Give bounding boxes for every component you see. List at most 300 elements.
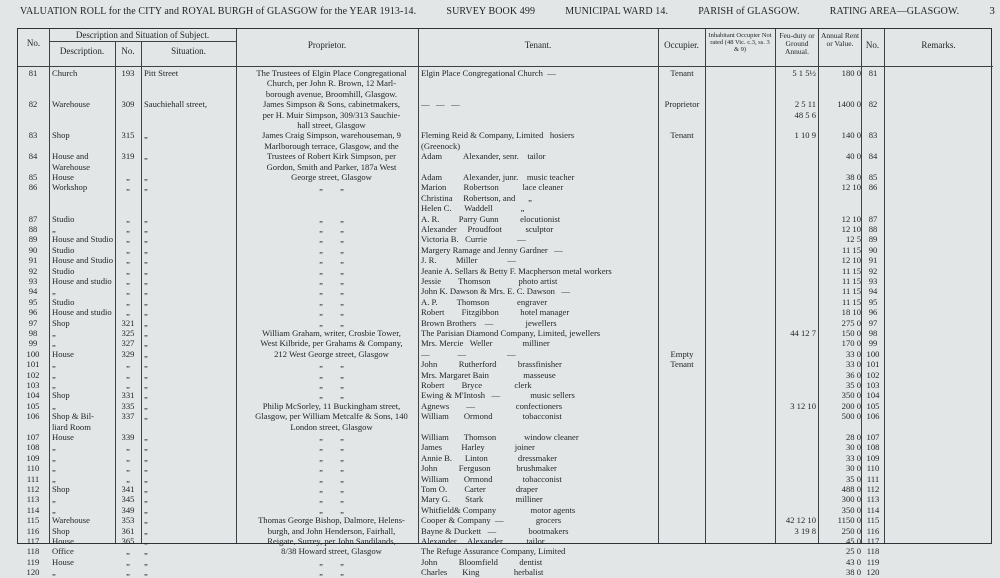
street-number-cell: 325 <box>121 328 135 338</box>
table-row <box>18 130 993 141</box>
proprietor-cell: „ „ <box>319 504 344 515</box>
situation-cell: „ <box>144 473 148 484</box>
street-number-cell: 361 <box>121 525 135 536</box>
description-cell: Studio <box>52 296 75 307</box>
entry-number-cell: 106 <box>26 411 40 422</box>
street-number-cell: 309 <box>121 99 135 110</box>
entry-number-right-cell: 102 <box>866 369 880 380</box>
situation-cell: „ <box>144 411 148 422</box>
street-number-cell: 331 <box>121 390 135 401</box>
table-row <box>18 297 993 308</box>
valuation-table <box>17 28 992 578</box>
table-row <box>18 536 993 547</box>
tenant-cell: The Parisian Diamond Company, Limited, jewellers <box>421 328 601 338</box>
street-number-cell: 349 <box>121 504 135 515</box>
annual-rent-cell: 36 0 <box>845 369 861 380</box>
street-number-cell: „ <box>126 286 130 297</box>
annual-rent-cell: 35 0 <box>845 380 861 390</box>
situation-cell: „ <box>144 359 148 370</box>
entry-number-right-cell: 93 <box>868 276 878 286</box>
description-cell: House <box>52 536 74 546</box>
situation-cell: „ <box>144 432 148 442</box>
tenant-cell: Alexander Proudfoot sculptor <box>421 224 554 234</box>
proprietor-cell: „ „ <box>319 390 344 401</box>
entry-number-right-cell: 114 <box>866 504 880 515</box>
street-number-cell: 321 <box>121 317 135 328</box>
feu-duty-cell: 42 12 10 <box>785 515 816 526</box>
table-row <box>18 151 993 162</box>
proprietor-cell: Glasgow, per William Metcalfe & Sons, 140 <box>255 411 408 422</box>
situation-cell: „ <box>144 317 148 328</box>
street-number-cell: „ <box>126 265 130 276</box>
entry-number-cell: 83 <box>28 130 38 141</box>
description-cell: House and studio <box>52 276 112 286</box>
tenant-cell: Mrs. Margaret Bain masseuse <box>421 369 556 380</box>
table-row <box>18 234 993 245</box>
proprietor-cell: „ „ <box>319 484 344 494</box>
table-row <box>18 442 993 453</box>
table-row <box>18 89 993 100</box>
street-number-cell: „ <box>126 213 130 224</box>
situation-cell: „ <box>144 567 148 578</box>
entry-number-cell: 96 <box>28 307 38 318</box>
table-row <box>18 484 993 495</box>
entry-number-right-cell: 107 <box>866 432 880 442</box>
table-row <box>18 193 993 204</box>
table-row <box>18 162 993 173</box>
proprietor-cell: „ „ <box>319 265 344 276</box>
entry-number-right-cell: 120 <box>866 567 880 578</box>
situation-cell: „ <box>144 515 148 526</box>
description-cell: „ <box>52 359 56 370</box>
proprietor-cell: „ „ <box>319 213 344 224</box>
proprietor-cell: „ „ <box>319 234 344 245</box>
tenant-cell: The Refuge Assurance Company, Limited <box>421 546 566 557</box>
tenant-cell: William Ormond tobacconist <box>421 411 562 422</box>
situation-cell: „ <box>144 234 148 245</box>
street-number-cell: 353 <box>121 515 135 526</box>
entry-number-cell: 114 <box>26 504 40 515</box>
entry-number-cell: 90 <box>28 244 38 255</box>
situation-cell: „ <box>144 265 148 276</box>
situation-cell: „ <box>144 182 148 193</box>
table-row <box>18 224 993 235</box>
entry-number-cell: 93 <box>28 276 38 286</box>
table-row <box>18 380 993 391</box>
description-cell: Shop <box>52 484 70 494</box>
situation-cell: „ <box>144 255 148 266</box>
proprietor-cell: „ „ <box>319 317 344 328</box>
entry-number-right-cell: 109 <box>866 452 880 463</box>
annual-rent-cell: 11 15 <box>841 265 861 276</box>
annual-rent-cell: 200 0 <box>841 400 861 411</box>
tenant-cell: J. R. Miller — <box>421 255 517 266</box>
entry-number-right-cell: 81 <box>868 68 878 78</box>
situation-cell: „ <box>144 286 148 297</box>
annual-rent-cell: 25 0 <box>845 546 861 557</box>
situation-cell: Pitt Street <box>144 68 179 78</box>
table-row <box>18 245 993 256</box>
entry-number-cell: 112 <box>26 484 40 494</box>
description-cell: House <box>52 556 74 567</box>
street-number-cell: „ <box>126 307 130 318</box>
annual-rent-cell: 12 10 <box>841 213 861 224</box>
annual-rent-cell: 30 0 <box>845 463 861 474</box>
street-number-cell: „ <box>126 463 130 474</box>
annual-rent-cell: 33 0 <box>845 452 861 463</box>
street-number-cell: „ <box>126 182 130 193</box>
description-cell: House <box>52 348 74 359</box>
tenant-cell: Adam Alexander, senr. tailor <box>421 151 546 162</box>
entry-number-right-cell: 115 <box>866 515 880 526</box>
description-cell: House and Studio <box>52 234 114 245</box>
feu-duty-cell: 44 12 7 <box>790 328 816 338</box>
entry-number-cell: 105 <box>26 400 40 411</box>
description-cell: Shop <box>52 525 70 536</box>
entry-number-cell: 97 <box>28 317 38 328</box>
col-number-heading: No. <box>121 46 135 56</box>
entry-number-cell: 108 <box>26 442 40 453</box>
table-row <box>18 99 993 110</box>
table-row <box>18 359 993 370</box>
tenant-cell: Margery Ramage and Jenny Gardner — <box>421 244 563 255</box>
description-cell: Studio <box>52 213 75 224</box>
entry-number-cell: 85 <box>28 172 38 182</box>
proprietor-cell: „ „ <box>319 286 344 297</box>
table-row <box>18 328 993 339</box>
description-cell: „ <box>52 224 56 234</box>
annual-rent-cell: 38 0 <box>845 567 861 578</box>
feu-duty-cell: 3 12 10 <box>790 400 816 411</box>
tenant-cell: Tom O. Carter draper <box>421 484 538 494</box>
survey-book: SURVEY BOOK 499 <box>446 6 536 17</box>
table-row <box>18 505 993 516</box>
entry-number-cell: 101 <box>26 359 40 370</box>
table-row <box>18 266 993 277</box>
table-row <box>18 307 993 318</box>
street-number-cell: „ <box>126 567 130 578</box>
entry-number-cell: 115 <box>26 515 40 526</box>
proprietor-cell: „ „ <box>319 442 344 453</box>
entry-number-cell: 102 <box>26 369 40 380</box>
proprietor-cell: 8/38 Howard street, Glasgow <box>281 546 382 557</box>
entry-number-cell: 103 <box>26 380 40 390</box>
entry-number-cell: 81 <box>28 68 38 78</box>
entry-number-cell: 94 <box>28 286 38 297</box>
situation-cell: „ <box>144 328 148 338</box>
entry-number-cell: 117 <box>26 536 40 546</box>
entry-number-cell: 87 <box>28 213 38 224</box>
annual-rent-cell: 140 0 <box>841 130 861 141</box>
tenant-cell: Robert Fitzgibbon hotel manager <box>421 307 570 318</box>
annual-rent-cell: 38 0 <box>845 172 861 182</box>
tenant-cell: Annie B. Linton dressmaker <box>421 452 558 463</box>
street-number-cell: 337 <box>121 411 135 422</box>
annual-rent-cell: 40 0 <box>845 151 861 162</box>
col-no2-heading: No. <box>865 40 880 50</box>
street-number-cell: 345 <box>121 494 135 505</box>
description-cell: „ <box>52 328 56 338</box>
feu-duty-cell: 2 5 11 <box>794 99 816 110</box>
situation-cell: „ <box>144 494 148 505</box>
entry-number-right-cell: 90 <box>868 244 878 255</box>
proprietor-cell: „ „ <box>319 244 344 255</box>
street-number-cell: „ <box>126 442 130 453</box>
description-cell: Studio <box>52 265 75 276</box>
entry-number-right-cell: 95 <box>868 296 878 307</box>
description-cell: Shop & Bil- <box>52 411 95 422</box>
proprietor-cell: West Kilbride, per Grahams & Company, <box>260 338 403 349</box>
roll-title: VALUATION ROLL for the CITY and ROYAL BURGH of GLASGOW for the YEAR 1913-14. <box>20 6 417 17</box>
entry-number-cell: 104 <box>26 390 40 401</box>
description-cell: „ <box>52 567 56 578</box>
proprietor-cell: „ „ <box>319 276 344 286</box>
table-row <box>18 110 993 121</box>
tenant-cell: Whitfield& Company motor agents <box>421 504 576 515</box>
street-number-cell: „ <box>126 276 130 286</box>
entry-number-right-cell: 117 <box>866 536 880 546</box>
table-row <box>18 432 993 443</box>
table-row <box>18 78 993 89</box>
entry-number-right-cell: 105 <box>866 400 880 411</box>
annual-rent-cell: 500 0 <box>841 411 861 422</box>
entry-number-cell: 113 <box>26 494 40 505</box>
description-cell: Warehouse <box>52 161 90 172</box>
col-description-heading: Description. <box>59 46 105 56</box>
description-cell: House and studio <box>52 307 112 318</box>
entry-number-cell: 88 <box>28 224 38 234</box>
table-row <box>18 349 993 360</box>
tenant-cell: (Greenock) <box>421 140 461 151</box>
tenant-cell: William Ormond tobacconist <box>421 473 562 484</box>
proprietor-cell: hall street, Glasgow <box>297 120 366 130</box>
tenant-cell: Adam Alexander, junr. music teacher <box>421 172 575 182</box>
description-cell: „ <box>52 452 56 463</box>
table-row <box>18 214 993 225</box>
col-no-heading: No. <box>26 38 41 48</box>
annual-rent-cell: 33 0 <box>845 348 861 359</box>
street-number-cell: „ <box>126 556 130 567</box>
annual-rent-cell: 18 10 <box>841 307 861 318</box>
description-cell: Shop <box>52 317 70 328</box>
proprietor-cell: „ „ <box>319 473 344 484</box>
table-row <box>18 276 993 287</box>
situation-cell: „ <box>144 296 148 307</box>
entry-number-cell: 110 <box>26 463 40 474</box>
table-row <box>18 463 993 474</box>
proprietor-cell: William Graham, writer, Crosbie Tower, <box>262 328 401 338</box>
description-cell: „ <box>52 442 56 453</box>
description-cell: Warehouse <box>52 99 90 110</box>
entry-number-cell: 91 <box>28 255 38 266</box>
proprietor-cell: Marlborough terrace, Glasgow, and the <box>264 140 399 151</box>
entry-number-right-cell: 91 <box>868 255 878 266</box>
entry-number-cell: 116 <box>26 525 40 536</box>
table-row <box>18 286 993 297</box>
proprietor-cell: Gordon, Smith and Parker, 187a West <box>266 161 397 172</box>
description-cell: „ <box>52 286 56 297</box>
entry-number-cell: 89 <box>28 234 38 245</box>
description-cell: „ <box>52 504 56 515</box>
table-row <box>18 68 993 79</box>
entry-number-cell: 98 <box>28 328 38 338</box>
description-cell: Shop <box>52 390 70 401</box>
page-header <box>20 5 995 17</box>
entry-number-right-cell: 96 <box>868 307 878 318</box>
annual-rent-cell: 33 0 <box>845 359 861 370</box>
entry-number-right-cell: 82 <box>868 99 878 110</box>
situation-cell: „ <box>144 307 148 318</box>
street-number-cell: „ <box>126 172 130 182</box>
proprietor-cell: „ „ <box>319 369 344 380</box>
situation-cell: „ <box>144 244 148 255</box>
col-feu-duty-heading: Feu-duty or Ground Annual. <box>779 31 815 56</box>
description-cell: Studio <box>52 244 75 255</box>
situation-cell: „ <box>144 390 148 401</box>
annual-rent-cell: 12 10 <box>841 224 861 234</box>
tenant-cell: Alexander Alexander tailor <box>421 536 545 546</box>
street-number-cell: 315 <box>121 130 135 141</box>
feu-duty-cell: 5 1 5½ <box>792 68 816 78</box>
table-row <box>18 474 993 485</box>
proprietor-cell: „ „ <box>319 359 344 370</box>
table-row <box>18 203 993 214</box>
entry-number-right-cell: 83 <box>868 130 878 141</box>
proprietor-cell: Church, per John R. Brown, 12 Marl- <box>266 78 397 89</box>
table-row <box>18 494 993 505</box>
entry-number-cell: 84 <box>28 151 38 162</box>
table-row <box>18 422 993 433</box>
tenant-cell: Agnews — confectioners <box>421 400 563 411</box>
street-number-cell: „ <box>126 224 130 234</box>
parish: PARISH of GLASGOW. <box>698 6 800 17</box>
annual-rent-cell: 30 0 <box>845 442 861 453</box>
col-situation-heading: Situation. <box>171 46 206 56</box>
entry-number-right-cell: 104 <box>866 390 880 401</box>
entry-number-cell: 119 <box>26 556 40 567</box>
table-row <box>18 390 993 401</box>
annual-rent-cell: 275 0 <box>841 317 861 328</box>
proprietor-cell: „ „ <box>319 452 344 463</box>
tenant-cell: A. P. Thomson engraver <box>421 296 548 307</box>
proprietor-cell: „ „ <box>319 494 344 505</box>
occupier-cell: Proprietor <box>664 99 700 110</box>
annual-rent-cell: 45 0 <box>845 536 861 546</box>
entry-number-right-cell: 86 <box>868 182 878 193</box>
tenant-cell: William Thomson window cleaner <box>421 432 579 442</box>
entry-number-cell: 118 <box>26 546 40 557</box>
entry-number-right-cell: 110 <box>866 463 880 474</box>
tenant-cell: A. R. Parry Gunn elocutionist <box>421 213 561 224</box>
table-row <box>18 411 993 422</box>
tenant-cell: Robert Bryce clerk <box>421 380 532 390</box>
situation-cell: „ <box>144 442 148 453</box>
entry-number-right-cell: 97 <box>868 317 878 328</box>
table-row <box>18 172 993 183</box>
proprietor-cell: London street, Glasgow <box>290 421 373 432</box>
street-number-cell: 327 <box>121 338 135 349</box>
entry-number-right-cell: 116 <box>866 525 880 536</box>
annual-rent-cell: 11 15 <box>841 276 861 286</box>
header-rule <box>49 41 236 42</box>
entry-number-right-cell: 118 <box>866 546 880 557</box>
annual-rent-cell: 35 0 <box>845 473 861 484</box>
situation-cell: „ <box>144 400 148 411</box>
tenant-cell: John Bloomfield dentist <box>421 556 543 567</box>
entry-number-right-cell: 101 <box>866 359 880 370</box>
entry-number-cell: 99 <box>28 338 38 349</box>
tenant-cell: Jeanie A. Sellars & Betty F. Macpherson metal workers <box>421 265 612 276</box>
street-number-cell: „ <box>126 234 130 245</box>
proprietor-cell: James Simpson & Sons, cabinetmakers, <box>262 99 400 110</box>
description-cell: „ <box>52 400 56 411</box>
street-number-cell: 339 <box>121 432 135 442</box>
tenant-cell: Helen C. Waddell „ <box>421 203 525 214</box>
proprietor-cell: „ „ <box>319 224 344 234</box>
annual-rent-cell: 180 0 <box>841 68 861 78</box>
situation-cell: „ <box>144 463 148 474</box>
proprietor-cell: „ „ <box>319 556 344 567</box>
tenant-cell: Brown Brothers — jewellers <box>421 317 557 328</box>
situation-cell: „ <box>144 224 148 234</box>
tenant-cell: Mrs. Mercie Weller milliner <box>421 338 550 349</box>
entry-number-cell: 92 <box>28 265 38 276</box>
description-cell: Warehouse <box>52 515 90 526</box>
tenant-cell: Ewing & M'Intosh — music sellers <box>421 390 575 401</box>
entry-number-right-cell: 112 <box>866 484 880 494</box>
annual-rent-cell: 11 15 <box>841 296 861 307</box>
annual-rent-cell: 43 0 <box>845 556 861 567</box>
proprietor-cell: „ „ <box>319 380 344 390</box>
proprietor-cell: borough avenue, Broomhill, Glasgow. <box>265 88 398 99</box>
street-number-cell: 319 <box>121 151 135 162</box>
feu-duty-cell: 1 10 9 <box>794 130 816 141</box>
occupier-cell: Tenant <box>670 359 694 370</box>
entry-number-right-cell: 89 <box>868 234 878 245</box>
proprietor-cell: „ „ <box>319 255 344 266</box>
description-cell: House and <box>52 151 89 162</box>
occupier-cell: Empty <box>670 348 694 359</box>
entry-number-right-cell: 85 <box>868 172 878 182</box>
feu-duty-cell: 48 5 6 <box>794 109 816 120</box>
situation-cell: „ <box>144 536 148 546</box>
annual-rent-cell: 170 0 <box>841 338 861 349</box>
table-row <box>18 526 993 537</box>
situation-cell: „ <box>144 484 148 494</box>
col-proprietor-heading: Proprietor. <box>307 40 347 50</box>
street-number-cell: „ <box>126 380 130 390</box>
col-occupier-heading: Occupier. <box>664 40 699 50</box>
annual-rent-cell: 11 15 <box>841 286 861 297</box>
table-row <box>18 453 993 464</box>
proprietor-cell: George street, Glasgow <box>291 172 372 182</box>
proprietor-cell: Philip McSorley, 11 Buckingham street, <box>262 400 401 411</box>
table-row <box>18 567 993 578</box>
proprietor-cell: Trustees of Robert Kirk Simpson, per <box>266 151 397 162</box>
entry-number-cell: 100 <box>26 348 40 359</box>
col-rent-heading: Annual Rent or Value. <box>820 31 860 48</box>
tenant-cell: John K. Dawson & Mrs. E. C. Dawson — <box>421 286 570 297</box>
table-row <box>18 401 993 412</box>
proprietor-cell: „ „ <box>319 432 344 442</box>
annual-rent-cell: 1150 0 <box>837 515 861 526</box>
col-inhabitant-heading: Inhabitant Occupier Not rated (48 Vic. c.3, ss. 3 & 9) <box>708 32 772 53</box>
tenant-cell: Victoria B. Currie — <box>421 234 526 245</box>
situation-cell: „ <box>144 172 148 182</box>
annual-rent-cell: 300 0 <box>841 494 861 505</box>
entry-number-right-cell: 99 <box>868 338 878 349</box>
table-row <box>18 370 993 381</box>
